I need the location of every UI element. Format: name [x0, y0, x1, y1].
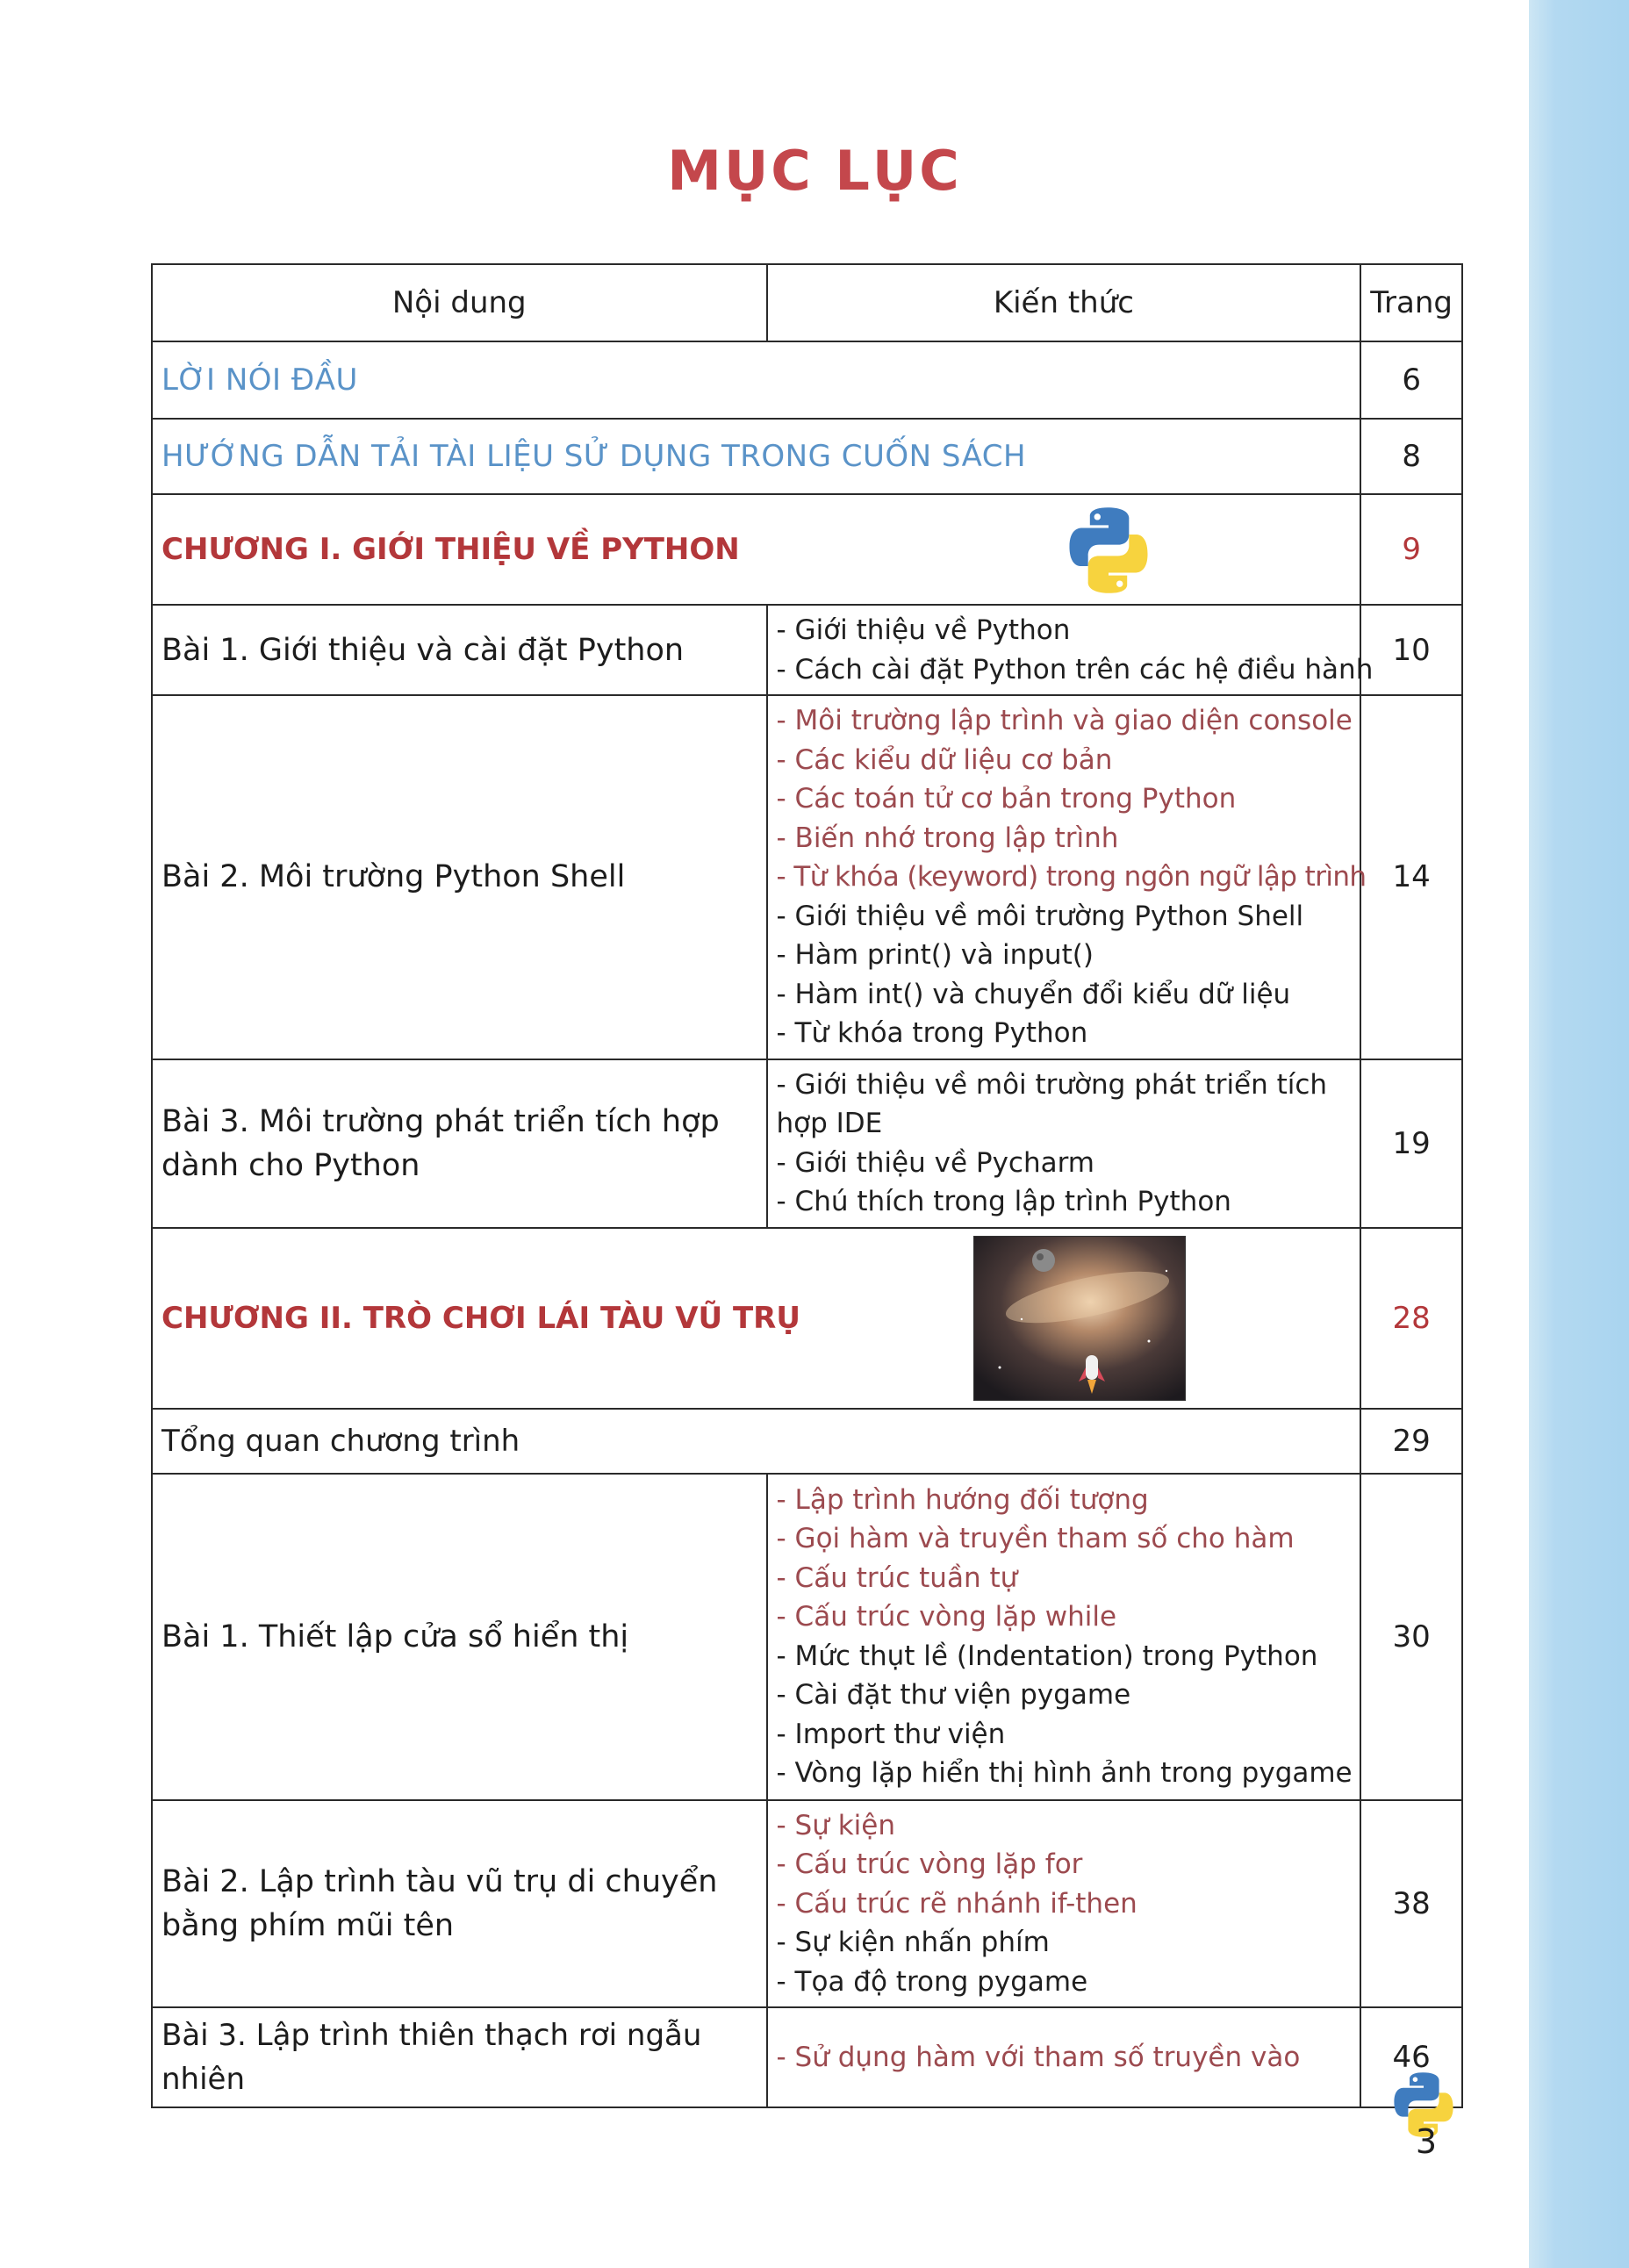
toc-row-guide[interactable] [152, 419, 1462, 494]
knowledge-item: - Giới thiệu về môi trường phát triển tích hợp IDE [776, 1068, 1328, 1139]
knowledge-item: - Cách cài đặt Python trên các hệ điều hành [776, 653, 1374, 685]
ch1-lesson3-title[interactable]: Bài 3. Môi trường phát triển tích hợp dành cho Python [152, 1059, 767, 1228]
meteor-icon [1032, 1249, 1055, 1272]
knowledge-item: - Sự kiện [776, 1809, 896, 1841]
header-content: Nội dung [152, 264, 767, 341]
knowledge-item: - Giới thiệu về Python [776, 614, 1071, 646]
knowledge-item: - Lập trình hướng đối tượng [776, 1483, 1149, 1516]
overview-title[interactable]: Tổng quan chương trình [152, 1409, 1360, 1474]
chapter1-title: CHƯƠNG I. GIỚI THIỆU VỀ PYTHON [161, 532, 740, 567]
knowledge-item: - Biến nhớ trong lập trình [776, 822, 1119, 854]
guide-title[interactable]: HƯỚNG DẪN TẢI TÀI LIỆU SỬ DỤNG TRONG CUỐN SÁCH [152, 419, 1360, 494]
knowledge-item: - Môi trường lập trình và giao diện console [776, 705, 1353, 736]
knowledge-item: - Vòng lặp hiển thị hình ảnh trong pygame [776, 1757, 1353, 1789]
toc-row-ch1-lesson1[interactable] [152, 605, 1462, 695]
knowledge-item: - Sử dụng hàm với tham số truyền vào [776, 2041, 1301, 2073]
header-page: Trang [1360, 264, 1462, 341]
ch2-lesson2-title[interactable]: Bài 2. Lập trình tàu vũ trụ di chuyển bằng phím mũi tên [152, 1800, 767, 2008]
knowledge-item: - Gọi hàm và truyền tham số cho hàm [776, 1523, 1295, 1554]
page-number: 3 [1415, 2122, 1438, 2161]
ch1-lesson2-page: 14 [1360, 695, 1462, 1059]
knowledge-item: - Chú thích trong lập trình Python [776, 1186, 1231, 1217]
overview-page: 29 [1360, 1409, 1462, 1474]
toc-row-ch2-lesson2[interactable] [152, 1800, 1462, 2008]
python-logo-icon [1062, 504, 1155, 597]
knowledge-item: - Mức thụt lề (Indentation) trong Python [776, 1640, 1318, 1672]
knowledge-item: - Cấu trúc vòng lặp while [776, 1601, 1117, 1633]
knowledge-item: - Hàm int() và chuyển đổi kiểu dữ liệu [776, 978, 1291, 1010]
knowledge-item: - Từ khóa (keyword) trong ngôn ngữ lập trình [776, 861, 1367, 893]
chapter2-cell[interactable] [152, 1228, 1360, 1409]
ch1-lesson1-page: 10 [1360, 605, 1462, 695]
knowledge-item: - Cấu trúc tuần tự [776, 1561, 1018, 1594]
ch2-lesson1-title[interactable]: Bài 1. Thiết lập cửa sổ hiển thị [152, 1474, 767, 1800]
ch2-lesson2-page: 38 [1360, 1800, 1462, 2008]
toc-row-intro[interactable] [152, 341, 1462, 419]
toc-row-ch2-lesson1[interactable] [152, 1474, 1462, 1800]
knowledge-item: - Hàm print() và input() [776, 939, 1094, 971]
knowledge-item: - Các kiểu dữ liệu cơ bản [776, 743, 1113, 776]
toc-row-ch1-lesson2[interactable] [152, 695, 1462, 1059]
toc-row-ch1-lesson3[interactable] [152, 1059, 1462, 1228]
chapter1-cell[interactable] [152, 494, 1360, 605]
knowledge-item: - Từ khóa trong Python [776, 1017, 1088, 1049]
ch1-lesson1-knowledge [767, 605, 1374, 695]
knowledge-item: - Giới thiệu về môi trường Python Shell [776, 900, 1304, 932]
guide-page: 8 [1360, 419, 1462, 494]
ch2-lesson1-knowledge [767, 1474, 1361, 1800]
toc-row-overview[interactable] [152, 1409, 1462, 1474]
knowledge-item: - Giới thiệu về Pycharm [776, 1146, 1095, 1179]
toc-table [151, 263, 1463, 2108]
toc-header-row [152, 264, 1462, 341]
ch2-lesson3-title[interactable]: Bài 3. Lập trình thiên thạch rơi ngẫu nhiên [152, 2007, 767, 2107]
knowledge-item: - Cấu trúc rẽ nhánh if-then [776, 1887, 1137, 1920]
toc-row-chapter2[interactable] [152, 1228, 1462, 1409]
chapter2-title: CHƯƠNG II. TRÒ CHƠI LÁI TÀU VŨ TRỤ [161, 1300, 800, 1336]
header-knowledge: Kiến thức [767, 264, 1361, 341]
ch2-lesson1-page: 30 [1360, 1474, 1462, 1800]
knowledge-item: - Các toán tử cơ bản trong Python [776, 783, 1237, 815]
ch1-lesson1-title[interactable]: Bài 1. Giới thiệu và cài đặt Python [152, 605, 767, 695]
ch1-lesson3-knowledge [767, 1059, 1361, 1228]
toc-row-chapter1[interactable] [152, 494, 1462, 605]
knowledge-item: - Import thư viện [776, 1718, 1006, 1750]
page-edge-strip [1529, 0, 1629, 2268]
ch1-lesson2-knowledge [767, 695, 1367, 1059]
chapter2-page: 28 [1360, 1228, 1462, 1409]
ch1-lesson2-title[interactable]: Bài 2. Môi trường Python Shell [152, 695, 767, 1059]
space-game-screenshot [973, 1236, 1186, 1401]
chapter1-page: 9 [1360, 494, 1462, 605]
knowledge-item: - Tọa độ trong pygame [776, 1965, 1088, 1998]
ch2-lesson3-page: 46 [1360, 2007, 1462, 2107]
page-title: MỤC LỤC [667, 139, 962, 203]
knowledge-item: - Cấu trúc vòng lặp for [776, 1848, 1083, 1880]
toc-row-ch2-lesson3[interactable] [152, 2007, 1462, 2107]
intro-page: 6 [1360, 341, 1462, 419]
knowledge-item: - Sự kiện nhấn phím [776, 1927, 1050, 1958]
ch2-lesson3-knowledge [767, 2007, 1361, 2107]
ch1-lesson3-page: 19 [1360, 1059, 1462, 1228]
intro-title[interactable]: LỜI NÓI ĐẦU [152, 341, 1360, 419]
ch2-lesson2-knowledge [767, 1800, 1361, 2008]
knowledge-item: - Cài đặt thư viện pygame [776, 1679, 1131, 1711]
